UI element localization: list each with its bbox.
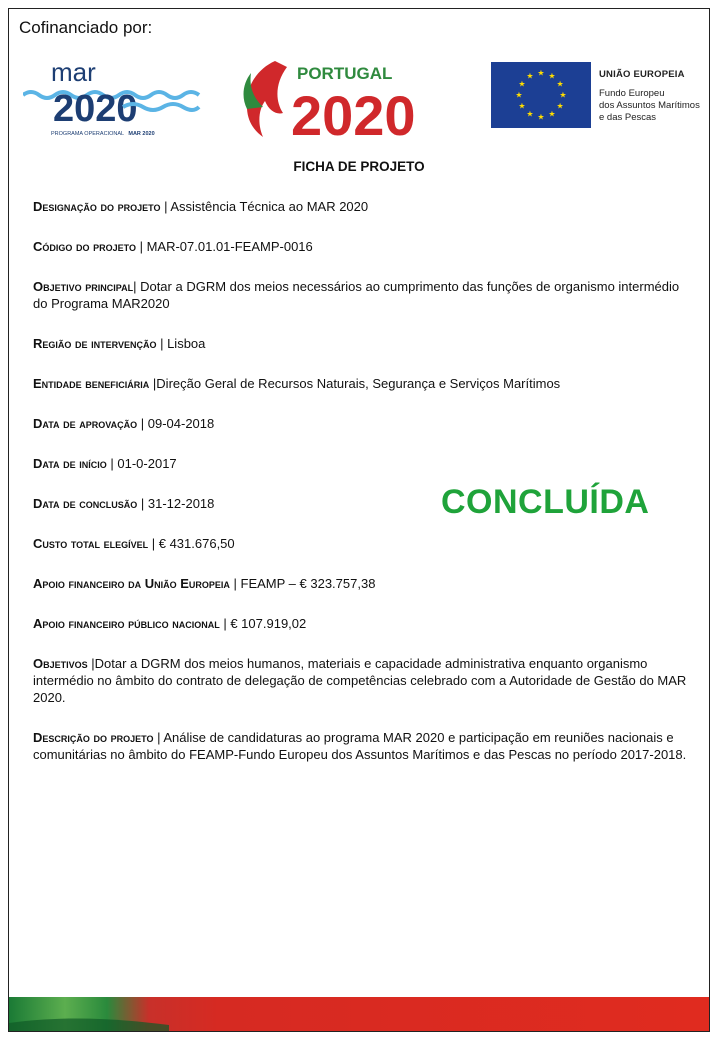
project-field — [33, 535, 693, 552]
field-label: Objetivo principal — [33, 279, 134, 294]
field-label: Data de conclusão — [33, 496, 138, 511]
eu-star-icon: ★ — [526, 71, 534, 81]
footer-color-bar — [9, 997, 709, 1031]
project-field — [33, 238, 693, 255]
cofinanced-label: Cofinanciado por: — [19, 18, 153, 37]
mar-tagline-brand: MAR 2020 — [128, 131, 155, 137]
project-field — [33, 415, 693, 432]
portugal-year-text: 2020 — [291, 84, 416, 139]
document-title: FICHA DE PROJETO — [293, 159, 425, 174]
field-value: € 107.919,02 — [230, 616, 307, 631]
project-field — [33, 575, 693, 592]
field-value: Assistência Técnica ao MAR 2020 — [170, 199, 369, 214]
field-value: 09-04-2018 — [147, 416, 215, 431]
field-separator: | — [229, 576, 241, 591]
portugal-brand-text: PORTUGAL — [297, 64, 393, 83]
field-separator: | — [219, 616, 231, 631]
eu-star-icon: ★ — [515, 90, 523, 100]
field-value: Dotar a DGRM dos meios necessários ao cumprimento das funções de organismo intermédio do Programa MAR2020 — [33, 279, 680, 311]
field-value: 31-12-2018 — [147, 496, 215, 511]
field-separator: | — [153, 730, 164, 745]
field-separator: | — [137, 496, 148, 511]
eu-flag-icon — [491, 62, 591, 128]
field-separator: | — [133, 279, 141, 294]
field-label: Data de aprovação — [33, 416, 138, 431]
project-field — [33, 455, 693, 472]
mar-tagline-prefix: PROGRAMA OPERACIONAL — [51, 131, 124, 137]
eu-star-icon: ★ — [556, 101, 564, 111]
project-field — [33, 335, 693, 352]
eu-star-icon: ★ — [556, 79, 564, 89]
field-value: Direção Geral de Recursos Naturais, Segurança e Serviços Marítimos — [156, 376, 561, 391]
field-label: Apoio financeiro público nacional — [33, 616, 220, 631]
field-value: Dotar a DGRM dos meios humanos, materiais e capacidade administrativa enquanto organismo intermédio no âmbito do contrato de delegação de competências celebrado com a Autoridade de Gestão do MAR 2020. — [33, 656, 687, 705]
project-field — [33, 198, 693, 215]
eu-star-icon: ★ — [526, 109, 534, 119]
eu-title: UNIÃO EUROPEIA — [599, 69, 685, 80]
field-separator: | — [156, 336, 168, 351]
eu-star-icon: ★ — [548, 71, 556, 81]
field-separator: | — [160, 199, 171, 214]
field-label: Código do projeto — [33, 239, 136, 254]
field-value: 01-0-2017 — [117, 456, 177, 471]
document-page — [8, 8, 710, 1032]
eu-logo — [489, 61, 709, 139]
field-label: Designação do projeto — [33, 199, 161, 214]
field-separator: | — [148, 536, 159, 551]
field-value: € 431.676,50 — [158, 536, 235, 551]
field-separator: | — [106, 456, 118, 471]
field-separator: | — [149, 376, 157, 391]
svg-text:PROGRAMA OPERACIONAL MAR — [51, 131, 155, 137]
project-field — [33, 729, 693, 763]
portugal2020-logo — [235, 57, 457, 139]
field-label: Descrição do projeto — [33, 730, 154, 745]
field-value: Lisboa — [167, 336, 206, 351]
project-field — [33, 615, 693, 632]
field-separator: | — [135, 239, 147, 254]
project-field — [33, 278, 693, 312]
mar-brand-text: mar — [51, 57, 96, 87]
field-value: FEAMP – € 323.757,38 — [240, 576, 376, 591]
field-label: Entidade beneficiária — [33, 376, 150, 391]
status-badge: CONCLUÍDA — [441, 483, 650, 521]
field-label: Objetivos — [33, 656, 88, 671]
eu-star-icon: ★ — [518, 101, 526, 111]
eu-star-icon: ★ — [537, 112, 545, 122]
eu-star-icon: ★ — [537, 68, 545, 78]
eu-star-icon: ★ — [518, 79, 526, 89]
project-field — [33, 655, 693, 706]
field-label: Região de intervenção — [33, 336, 157, 351]
field-value: MAR-07.01.01-FEAMP-0016 — [146, 239, 313, 254]
eu-star-icon: ★ — [559, 90, 567, 100]
project-field — [33, 375, 693, 392]
field-separator: | — [87, 656, 95, 671]
field-value: Análise de candidaturas ao programa MAR 2020 e participação em reuniões nacionais e comunitárias no âmbito do FEAMP-Fundo Europeu dos Assuntos Marítimos e das Pescas no período 2017-2018. — [33, 730, 687, 762]
mar-year-text: 2020 — [53, 88, 138, 130]
eu-star-icon: ★ — [548, 109, 556, 119]
field-label: Apoio financeiro da União Europeia — [33, 576, 230, 591]
field-label: Data de início — [33, 456, 107, 471]
project-fields — [33, 195, 693, 763]
mar2020-logo — [23, 57, 201, 139]
field-label: Custo total elegível — [33, 536, 149, 551]
field-separator: | — [137, 416, 148, 431]
eu-fund-name: Fundo Europeu dos Assuntos Marítimos e das Pescas — [599, 88, 700, 123]
